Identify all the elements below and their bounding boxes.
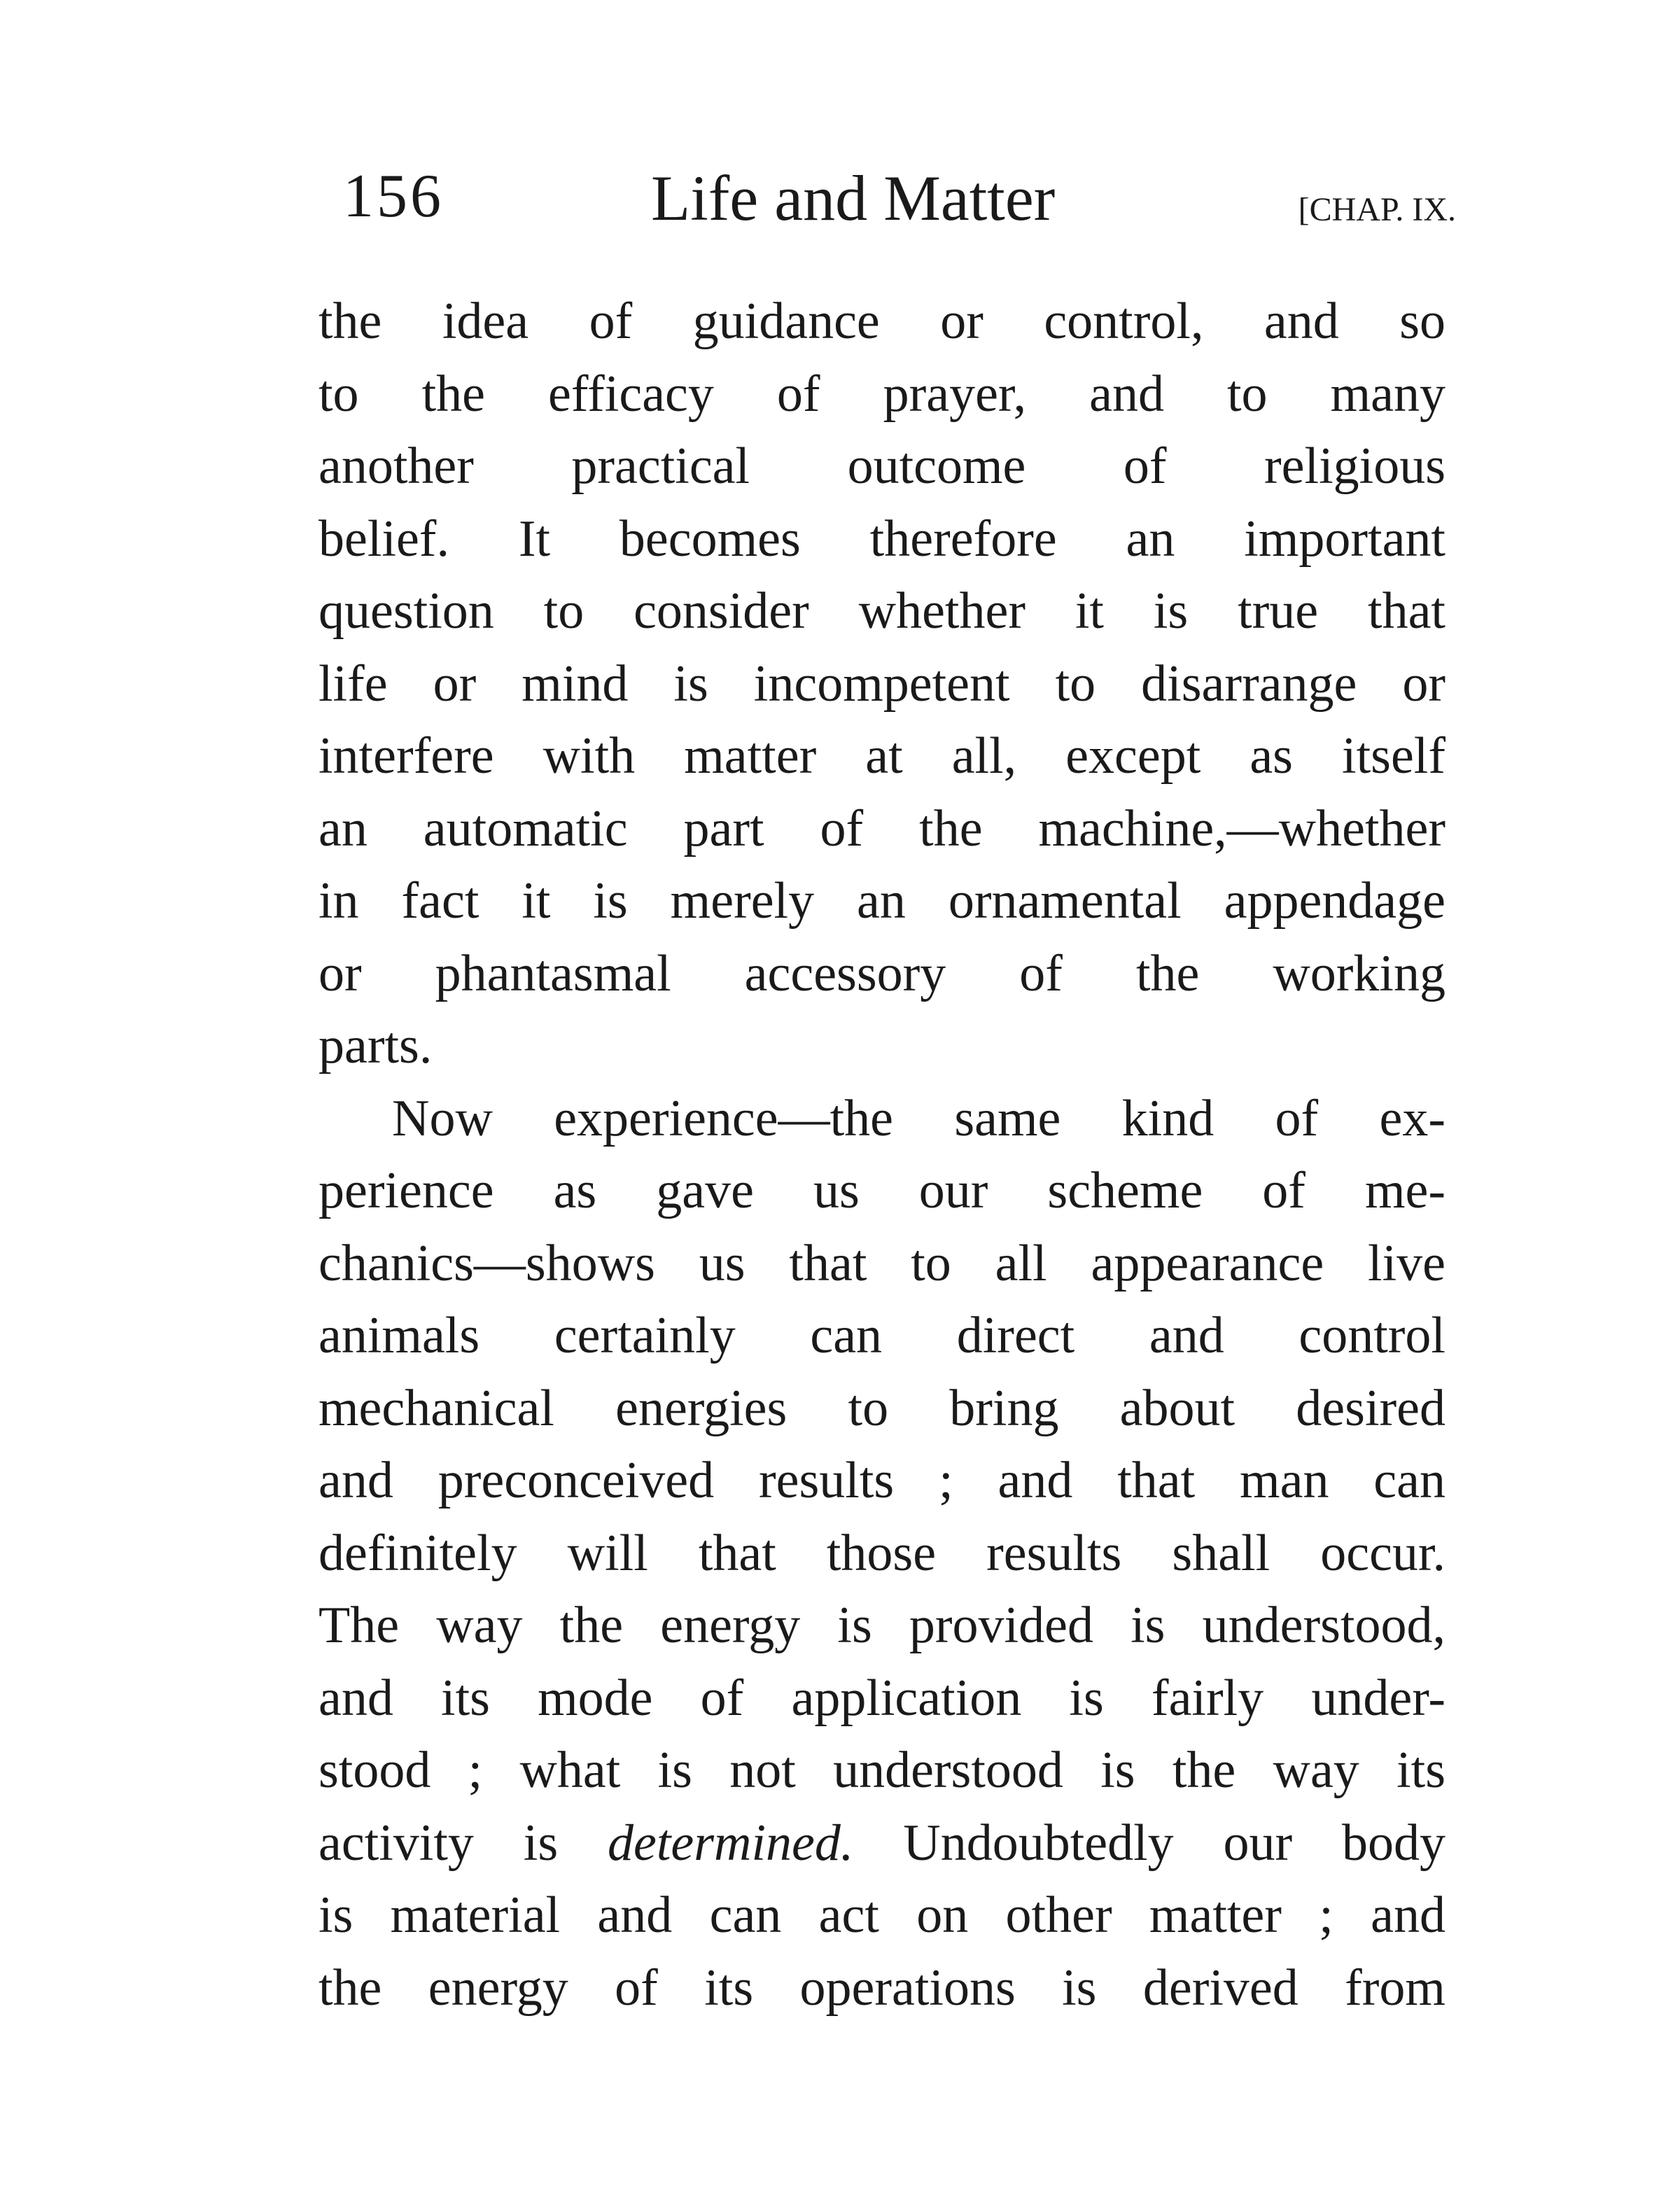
text-line: mechanical energies to bring about desired — [318, 1379, 1446, 1437]
text-line: animals certainly can direct and control — [318, 1307, 1446, 1364]
text-line: perience as gave us our scheme of me- — [318, 1162, 1446, 1219]
text-line: is material and can act on other matter ; and — [318, 1886, 1446, 1944]
paragraph-end-line: parts. — [318, 1017, 433, 1074]
running-title: Life and Matter — [651, 162, 1056, 234]
body-text — [318, 286, 1446, 2024]
text-line: life or mind is incompetent to disarrange or — [318, 654, 1446, 713]
text-line: interfere with matter at all, except as itself — [318, 727, 1446, 785]
text-line: definitely will that those results shall occur. — [318, 1524, 1446, 1582]
text-line: The way the energy is provided is understood, — [318, 1597, 1446, 1654]
text-line: chanics—shows us that to all appearance live — [318, 1234, 1446, 1292]
text-line: belief. It becomes therefore an important — [318, 510, 1446, 568]
text-segment: Undoubtedly our body — [853, 1814, 1446, 1872]
text-line: in fact it is merely an ornamental appendage — [318, 872, 1446, 930]
text-line: or phantasmal accessory of the working — [318, 944, 1446, 1002]
text-line: and preconceived results ; and that man can — [318, 1452, 1446, 1509]
text-line: to the efficacy of prayer, and to many — [318, 365, 1446, 423]
text-line: the energy of its operations is derived from — [318, 1959, 1446, 2017]
text-line: an automatic part of the machine,—whether — [318, 799, 1446, 858]
page-header — [343, 161, 1456, 245]
text-line: the idea of guidance or control, and so — [318, 293, 1446, 350]
paragraph-start-line: Now experience—the same kind of ex- — [392, 1089, 1446, 1147]
text-line-with-italic — [318, 1807, 1446, 1880]
chapter-reference: [CHAP. IX. — [1298, 191, 1456, 228]
italic-word: determined. — [608, 1814, 854, 1872]
page-number: 156 — [343, 162, 444, 230]
text-line: stood ; what is not understood is the way its — [318, 1742, 1446, 1799]
text-segment: activity is — [318, 1814, 608, 1872]
text-line: question to consider whether it is true that — [318, 582, 1446, 640]
text-line: another practical outcome of religious — [318, 438, 1446, 495]
text-line: and its mode of application is fairly under- — [318, 1669, 1446, 1727]
